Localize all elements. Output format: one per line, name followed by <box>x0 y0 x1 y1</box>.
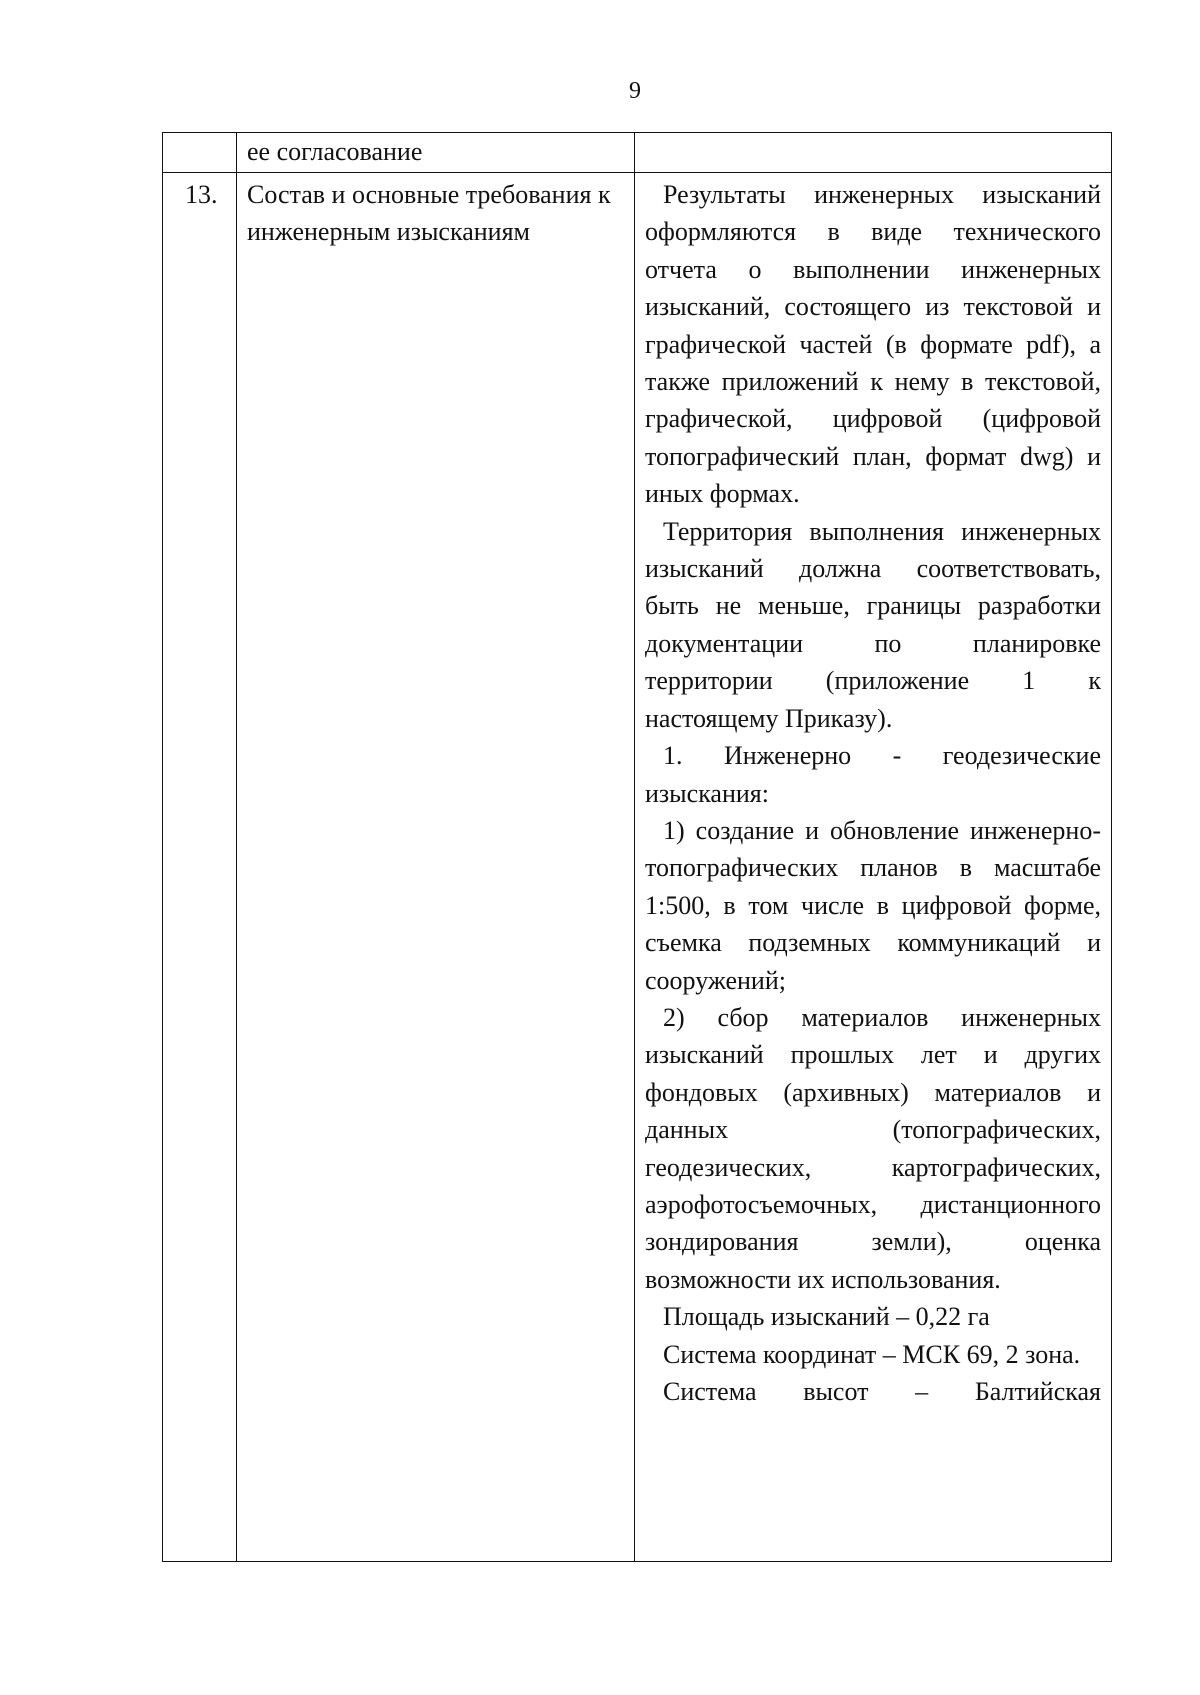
requirement-description <box>635 173 1112 1562</box>
paragraph-area: Площадь изысканий – 0,22 га <box>663 1302 990 1332</box>
row-number: 13. <box>163 173 237 1562</box>
paragraph-heights: Система высот – Балтийская <box>663 1377 1101 1406</box>
table-row-continuation <box>163 133 1112 173</box>
number-cell-empty <box>163 133 237 173</box>
paragraph-geodetic-heading: 1. Инженерно - геодезические изыскания: <box>645 741 1101 808</box>
paragraph-item-2: 2) сбор материалов инженерных изысканий прошлых лет и других фондовых (архивных) материалов и данных (топографических, геодезических, картографических, аэрофотосъемочных, дистанционного зондирования земли), оценка возможности их использования. <box>645 1002 1101 1294</box>
description-cell-empty <box>635 133 1112 173</box>
name-cell-continuation: ее согласование <box>237 133 635 173</box>
paragraph-item-1: 1) создание и обновление инженерно-топографических планов в масштабе 1:500, в том числе в цифровой форме, съемка подземных коммуникаций и сооружений; <box>645 815 1101 995</box>
paragraph-coordinates: Система координат – МСК 69, 2 зона. <box>663 1339 1081 1369</box>
paragraph-territory: Территория выполнения инженерных изысканий должна соответствовать, быть не меньше, границы разработки документации по планировке территории (приложение 1 к настоящему Приказу). <box>645 516 1101 733</box>
requirement-name: Состав и основные требования к инженерным изысканиям <box>237 173 635 1562</box>
paragraph-results: Результаты инженерных изысканий оформляются в виде технического отчета о выполнении инженерных изысканий, состоящего из текстовой и графической частей (в формате pdf), а также приложений к нему в текстовой, графической, цифровой (цифровой топографический план, формат dwg) и иных формах. <box>645 180 1101 509</box>
page-number: 9 <box>629 78 641 104</box>
table-row-13 <box>163 173 1112 1562</box>
requirements-table <box>162 132 1112 1562</box>
